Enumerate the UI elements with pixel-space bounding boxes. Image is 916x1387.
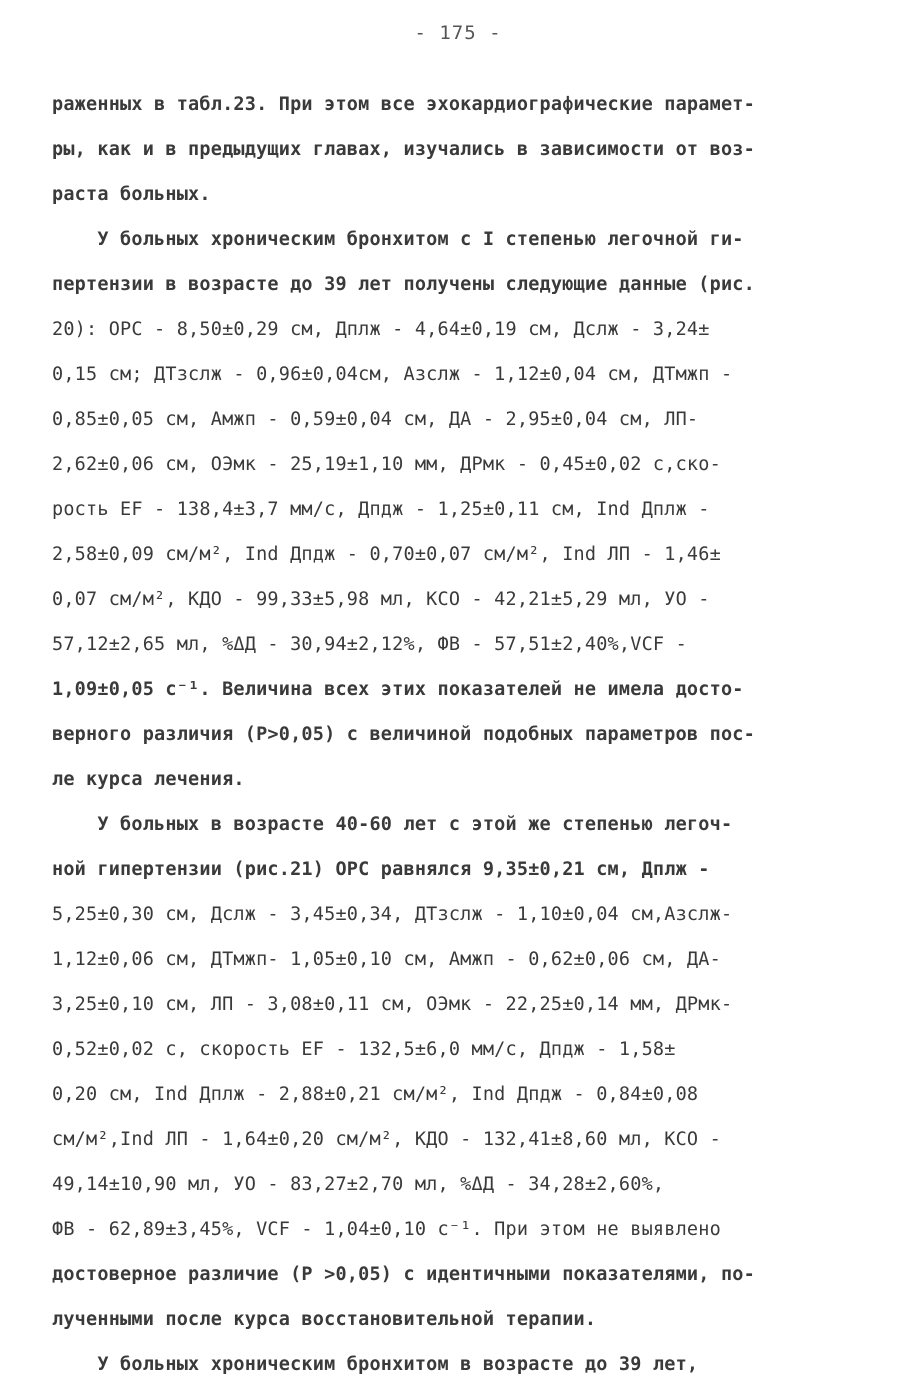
text-line: см/м²,Ind ЛП - 1,64±0,20 см/м², КДО - 132,41±8,60 мл, КСО - xyxy=(52,1129,721,1150)
text-line: ФВ - 62,89±3,45%, VCF - 1,04±0,10 с⁻¹. При этом не выявлено xyxy=(52,1219,721,1240)
text-line: 1,12±0,06 см, ДТмжп- 1,05±0,10 см, Амжп - 0,62±0,06 см, ДА- xyxy=(52,949,721,970)
text-line: У больных хроническим бронхитом в возрасте до 39 лет, xyxy=(52,1354,699,1375)
text-line: раженных в табл.23. При этом все эхокардиографические парамет- xyxy=(52,94,755,115)
text-line: 0,52±0,02 с, скорость EF - 132,5±6,0 мм/с, Дпдж - 1,58± xyxy=(52,1039,676,1060)
text-line: 3,25±0,10 см, ЛП - 3,08±0,11 см, ОЭмк - 22,25±0,14 мм, ДРмк- xyxy=(52,994,733,1015)
text-line: 57,12±2,65 мл, %ΔД - 30,94±2,12%, ФВ - 57,51±2,40%,VCF - xyxy=(52,634,687,655)
page-number: - 175 - xyxy=(414,22,502,44)
text-line: 1,09±0,05 с⁻¹. Величина всех этих показателей не имела досто- xyxy=(52,679,744,700)
text-line: 5,25±0,30 см, Дслж - 3,45±0,34, ДТзслж - 1,10±0,04 см,Азслж- xyxy=(52,904,733,925)
text-line: ры, как и в предыдущих главах, изучались в зависимости от воз- xyxy=(52,139,755,160)
text-line: 2,62±0,06 см, ОЭмк - 25,19±1,10 мм, ДРмк - 0,45±0,02 с,ско- xyxy=(52,454,721,475)
text-line: 0,20 см, Ind Дплж - 2,88±0,21 см/м², Ind Дпдж - 0,84±0,08 xyxy=(52,1084,699,1105)
text-line: раста больных. xyxy=(52,184,211,205)
text-line: 49,14±10,90 мл, УО - 83,27±2,70 мл, %ΔД - 34,28±2,60%, xyxy=(52,1174,665,1195)
text-line: рость EF - 138,4±3,7 мм/с, Дпдж - 1,25±0,11 см, Ind Дплж - xyxy=(52,499,710,520)
text-line: 0,15 см; ДТзслж - 0,96±0,04см, Азслж - 1,12±0,04 см, ДТмжп - xyxy=(52,364,733,385)
text-line: ле курса лечения. xyxy=(52,769,245,790)
text-line: 2,58±0,09 см/м², Ind Дпдж - 0,70±0,07 см/м², Ind ЛП - 1,46± xyxy=(52,544,721,565)
body-text xyxy=(52,82,870,1387)
text-line: 0,85±0,05 см, Амжп - 0,59±0,04 см, ДА - 2,95±0,04 см, ЛП- xyxy=(52,409,699,430)
text-line: ной гипертензии (рис.21) ОРС равнялся 9,35±0,21 см, Дплж - xyxy=(52,859,710,880)
text-line: пертензии в возрасте до 39 лет получены следующие данные (рис. xyxy=(52,274,755,295)
text-line: 0,07 см/м², КДО - 99,33±5,98 мл, КСО - 42,21±5,29 мл, УО - xyxy=(52,589,710,610)
text-line: 20): ОРС - 8,50±0,29 см, Дплж - 4,64±0,19 см, Дслж - 3,24± xyxy=(52,319,710,340)
text-line: У больных в возрасте 40-60 лет с этой же степенью легоч- xyxy=(52,814,733,835)
text-line: У больных хроническим бронхитом с I степенью легочной ги- xyxy=(52,229,744,250)
text-line: достоверное различие (Р >0,05) с идентичными показателями, по- xyxy=(52,1264,755,1285)
text-line: лученными после курса восстановительной терапии. xyxy=(52,1309,597,1330)
text-line: верного различия (Р>0,05) с величиной подобных параметров пос- xyxy=(52,724,755,745)
